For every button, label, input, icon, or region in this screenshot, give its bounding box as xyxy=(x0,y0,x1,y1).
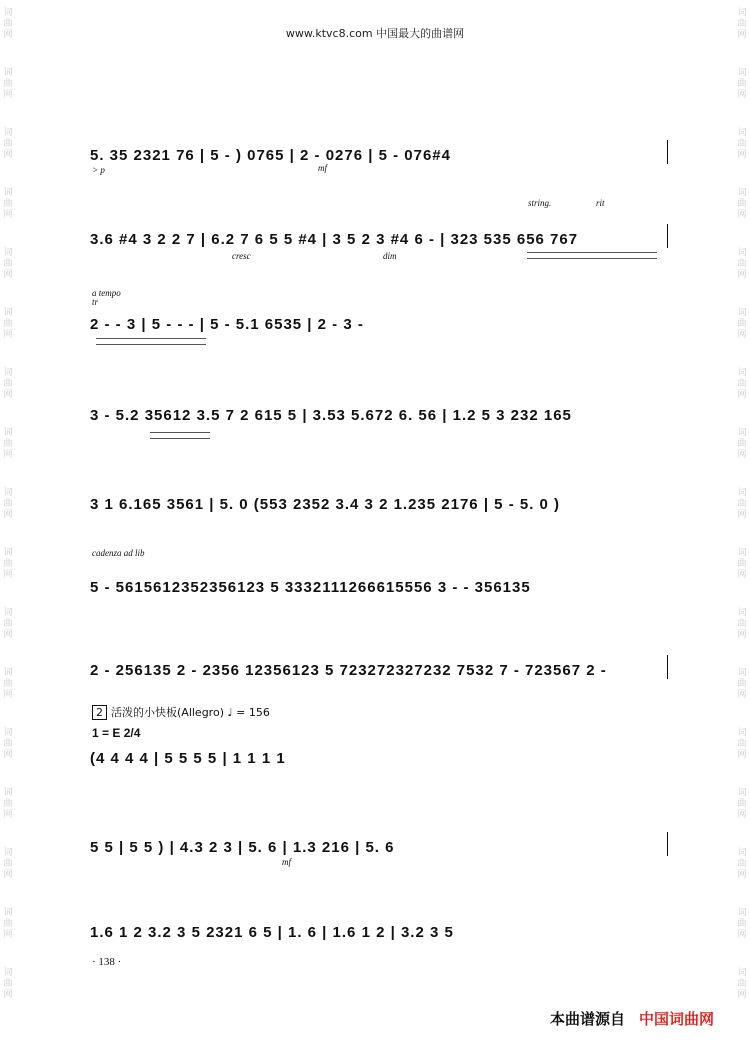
score-line-5: 3 1 6.165 3561 | 5. 0 (553 2352 3.4 3 2 1.235 2176 | 5 - 5. 0 ) xyxy=(90,496,561,513)
mark-rit: rit xyxy=(596,198,605,208)
watermark-text: 词 曲 网 xyxy=(737,668,747,700)
score-line-1: 5. 35 2321 76 | 5 - ) 0765 | 2 - 0276 | 5 - 076#4 xyxy=(90,147,451,164)
section-name: 活泼的小快板(Allegro) xyxy=(111,706,224,719)
crescendo-hairpin xyxy=(150,432,210,439)
barline xyxy=(667,832,668,856)
watermark-text: 词 曲 网 xyxy=(3,908,13,940)
watermark-text: 词 曲 网 xyxy=(737,728,747,760)
dynamic-mf-2: mf xyxy=(282,857,291,867)
mark-string: string. xyxy=(528,198,552,208)
score-line-6: 5 - 5615612352356123 5 3332111266615556 3 - - 356135 xyxy=(90,579,531,596)
watermark-text: 词 曲 网 xyxy=(3,188,13,220)
watermark-text: 词 曲 网 xyxy=(737,968,747,1000)
watermark-text: 词 曲 网 xyxy=(737,128,747,160)
watermark-text: 词 曲 网 xyxy=(3,8,13,40)
page-number: · 138 · xyxy=(92,956,122,968)
dynamic-dim: dim xyxy=(383,251,397,261)
key-signature: 1 = E 2/4 xyxy=(92,726,141,740)
watermark-text: 词 曲 网 xyxy=(737,68,747,100)
watermark-text: 词 曲 网 xyxy=(3,308,13,340)
watermark-text: 词 曲 网 xyxy=(3,128,13,160)
watermark-text: 词 曲 网 xyxy=(737,428,747,460)
watermark-text: 词 曲 网 xyxy=(3,608,13,640)
score-line-7: 2 - 256135 2 - 2356 12356123 5 723272327232 7532 7 - 723567 2 - xyxy=(90,662,607,679)
watermark-text: 词 曲 网 xyxy=(3,668,13,700)
watermark-text: 词 曲 网 xyxy=(3,848,13,880)
mark-trill: tr xyxy=(92,297,99,307)
barline xyxy=(667,140,668,164)
score-line-4: 3 - 5.2 35612 3.5 7 2 615 5 | 3.53 5.672 6. 56 | 1.2 5 3 232 165 xyxy=(90,407,572,424)
watermark-text: 词 曲 网 xyxy=(3,68,13,100)
watermark-text: 词 曲 网 xyxy=(3,788,13,820)
crescendo-hairpin xyxy=(96,338,206,345)
site-header: www.ktvc8.com 中国最大的曲谱网 xyxy=(285,27,465,40)
crescendo-hairpin xyxy=(527,252,657,259)
watermark-text: 词 曲 网 xyxy=(737,368,747,400)
watermark-text: 词 曲 网 xyxy=(737,848,747,880)
watermark-right xyxy=(735,0,749,1059)
watermark-text: 词 曲 网 xyxy=(3,368,13,400)
barline xyxy=(667,655,668,679)
tempo-mark: ♩ = 156 xyxy=(227,706,270,719)
watermark-text: 词 曲 网 xyxy=(737,188,747,220)
score-line-10: 1.6 1 2 3.2 3 5 2321 6 5 | 1. 6 | 1.6 1 2 | 3.2 3 5 xyxy=(90,924,454,941)
section-title xyxy=(92,704,270,720)
watermark-text: 词 曲 网 xyxy=(737,548,747,580)
watermark-text: 词 曲 网 xyxy=(3,488,13,520)
watermark-text: 词 曲 网 xyxy=(737,788,747,820)
watermark-text: 词 曲 网 xyxy=(3,548,13,580)
source-site: 中国词曲网 xyxy=(638,1010,714,1028)
watermark-text: 词 曲 网 xyxy=(737,248,747,280)
dynamic-cresc: cresc xyxy=(232,251,251,261)
dynamic-p: > p xyxy=(92,165,105,175)
score-line-8: (4 4 4 4 | 5 5 5 5 | 1 1 1 1 xyxy=(90,750,286,767)
watermark-text: 词 曲 网 xyxy=(737,488,747,520)
section-number: 2 xyxy=(92,705,107,720)
mark-a-tempo: a tempo xyxy=(92,288,121,298)
watermark-left xyxy=(1,0,15,1059)
score-line-2: 3.6 #4 3 2 2 7 | 6.2 7 6 5 5 #4 | 3 5 2 3 #4 6 - | 323 535 656 767 xyxy=(90,231,579,248)
score-line-3: 2 - - 3 | 5 - - - | 5 - 5.1 6535 | 2 - 3 - xyxy=(90,316,364,333)
watermark-text: 词 曲 网 xyxy=(3,248,13,280)
watermark-text: 词 曲 网 xyxy=(3,968,13,1000)
source-footer xyxy=(550,1008,714,1029)
barline xyxy=(667,224,668,248)
score-line-9: 5 5 | 5 5 ) | 4.3 2 3 | 5. 6 | 1.3 216 | 5. 6 xyxy=(90,839,395,856)
watermark-text: 词 曲 网 xyxy=(737,308,747,340)
dynamic-mf: mf xyxy=(318,163,327,173)
source-label: 本曲谱源自 xyxy=(549,1010,625,1028)
watermark-text: 词 曲 网 xyxy=(737,8,747,40)
watermark-text: 词 曲 网 xyxy=(3,728,13,760)
watermark-text: 词 曲 网 xyxy=(737,608,747,640)
watermark-text: 词 曲 网 xyxy=(3,428,13,460)
watermark-text: 词 曲 网 xyxy=(737,908,747,940)
mark-cadenza: cadenza ad lib xyxy=(92,548,145,558)
